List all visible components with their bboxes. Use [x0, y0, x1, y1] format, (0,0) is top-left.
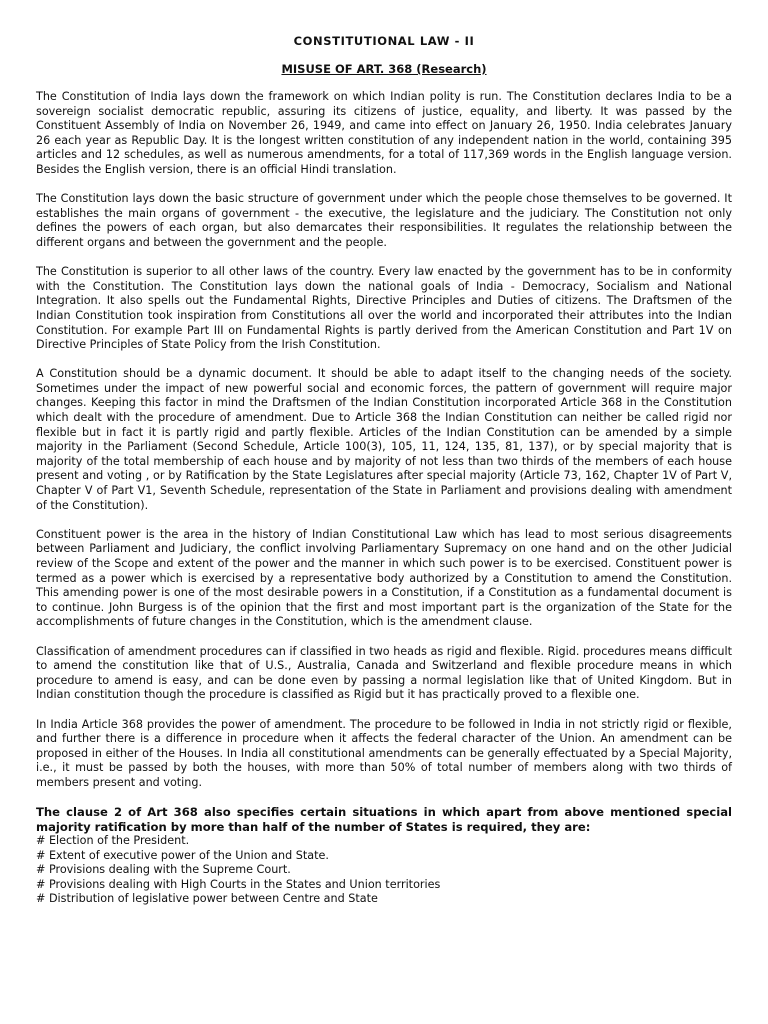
paragraph-dynamic-document: A Constitution should be a dynamic document. It should be able to adapt itself to the changing needs of the society. Sometimes under the impact of new powerful social and economic forces, the pattern of government will require major changes. Keeping this factor in mind the Draftsmen of the Indian Constitution incorporated Article 368 in the Constitution which dealt with the procedure of amendment. Due to Article 368 the Indian Constitution can neither be called rigid nor flexible but in fact it is partly rigid and partly flexible. Articles of the Indian Constitution can be amended by a simple majority in the Parliament (Second Schedule, Article 100(3), 105, 11, 124, 135, 81, 137), or by special majority that is majority of the total membership of each house and by majority of not less than two thirds of the members of each house present and voting , or by Ratification by the State Legislatures after special majority (Article 73, 162, Chapter 1V of Part V, Chapter V of Part V1, Seventh Schedule, representation of the State in Parliament and provisions dealing with amendment of the Constitution). — [36, 367, 732, 512]
list-item: # Distribution of legislative power between Centre and State — [36, 892, 732, 907]
paragraph-article-368: In India Article 368 provides the power of amendment. The procedure to be followed in India in not strictly rigid or flexible, and further there is a difference in procedure when it affects the federal character of the Union. An amendment can be proposed in either of the Houses. In India all constitutional amendments can be generally effectuated by a Special Majority, i.e., it must be passed by both the houses, with more than 50% of total number of members along with two thirds of members present and voting. — [36, 717, 732, 789]
paragraph-classification: Classification of amendment procedures can if classified in two heads as rigid and flexible. Rigid. procedures means difficult to amend the constitution like that of U.S., Australia, Canada and Switzerland and flexible procedure means in which procedure to amend is easy, and can be done even by passing a normal legislation like that of United Kingdom. But in Indian constitution though the procedure is classified as Rigid but it has practically proved to a flexible one. — [36, 644, 732, 702]
paragraph-superiority: The Constitution is superior to all other laws of the country. Every law enacted by the government has to be in conformity with the Constitution. The Constitution lays down the national goals of India - Democracy, Socialism and National Integration. It also spells out the Fundamental Rights, Directive Principles and Duties of citizens. The Draftsmen of the Indian Constitution took inspiration from Constitutions all over the world and incorporated their attributes into the Indian Constitution. For example Part III on Fundamental Rights is partly derived from the American Constitution and Part 1V on Directive Principles of State Policy from the Irish Constitution. — [36, 265, 732, 352]
paragraph-clause-2: The clause 2 of Art 368 also specifies certain situations in which apart from above mentioned special majority ratification by more than half of the number of States is required, they are: — [36, 805, 732, 834]
document-subtitle: MISUSE OF ART. 368 (Research) — [281, 62, 487, 76]
list-item: # Provisions dealing with the Supreme Court. — [36, 863, 732, 878]
list-item: # Provisions dealing with High Courts in the States and Union territories — [36, 878, 732, 893]
paragraph-intro: The Constitution of India lays down the framework on which Indian polity is run. The Constitution declares India to be a sovereign socialist democratic republic, assuring its citizens of justice, equality, and liberty. It was passed by the Constituent Assembly of India on November 26, 1949, and came into effect on January 26, 1950. India celebrates January 26 each year as Republic Day. It is the longest written constitution of any independent nation in the world, containing 395 articles and 12 schedules, as well as numerous amendments, for a total of 117,369 words in the English language version. Besides the English version, there is an official Hindi translation. — [36, 90, 732, 176]
document-page — [36, 34, 732, 907]
list-item: # Extent of executive power of the Union and State. — [36, 849, 732, 864]
list-item: # Election of the President. — [36, 834, 732, 849]
paragraph-constituent-power: Constituent power is the area in the history of Indian Constitutional Law which has lead to most serious disagreements between Parliament and Judiciary, the conflict involving Parliamentary Supremacy on one hand and on the other Judicial review of the Scope and extent of the power and the manner in which such power is to be exercised. Constituent power is termed as a power which is exercised by a representative body authorized by a Constitution to amend the Constitution. This amending power is one of the most desirable powers in a Constitution, if a Constitution as a fundamental document is to continue. John Burgess is of the opinion that the first and most important part is the organization of the State for the accomplishments of future changes in the Constitution, which is the amendment clause. — [36, 527, 732, 629]
document-title: CONSTITUTIONAL LAW - II — [293, 34, 475, 48]
ratification-list — [36, 834, 732, 907]
paragraph-structure: The Constitution lays down the basic structure of government under which the people chose themselves to be governed. It establishes the main organs of government - the executive, the legislature and the judiciary. The Constitution not only defines the powers of each organ, but also demarcates their responsibilities. It regulates the relationship between the different organs and between the government and the people. — [36, 192, 732, 249]
